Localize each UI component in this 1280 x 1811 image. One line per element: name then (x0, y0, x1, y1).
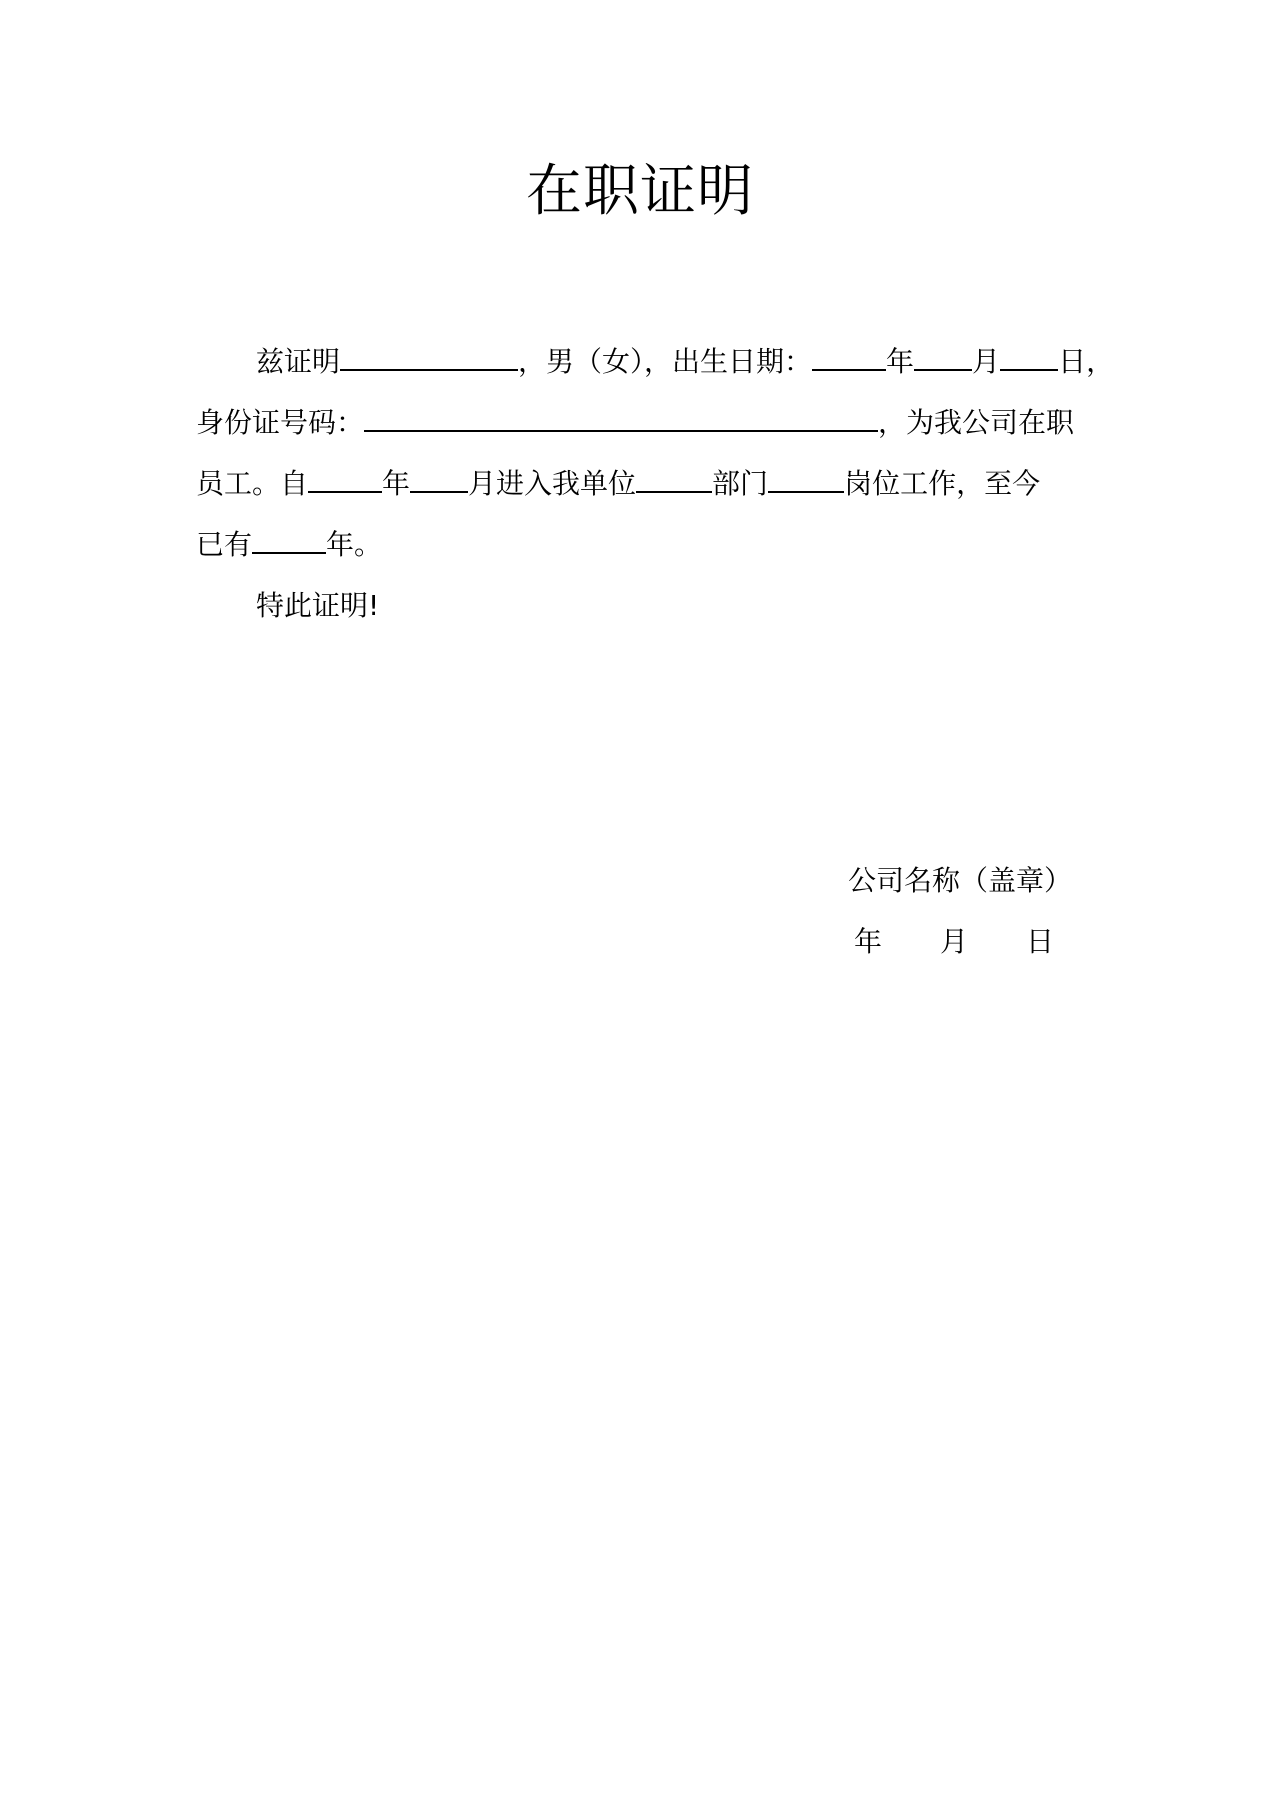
employee-text: 员工。自 (196, 467, 309, 500)
body-line-3 (196, 453, 1092, 514)
years-blank[interactable] (252, 528, 326, 554)
id-label: 身份证号码： (196, 406, 365, 439)
position-blank[interactable] (768, 467, 844, 493)
body-line-2 (196, 392, 1092, 453)
lead-text: 兹证明 (256, 345, 341, 378)
join-year-unit: 年 (382, 467, 411, 500)
birth-day-blank[interactable] (1000, 345, 1058, 371)
join-month-text: 月进入我单位 (468, 467, 637, 500)
join-month-blank[interactable] (410, 467, 468, 493)
position-text: 岗位工作，至今 (844, 467, 1041, 500)
years-end-text: 年。 (326, 528, 383, 561)
join-year-blank[interactable] (308, 467, 382, 493)
name-blank[interactable] (340, 345, 518, 371)
company-seal-label: 公司名称（盖章） (848, 864, 1073, 897)
after-id-text: ，为我公司在职 (878, 406, 1075, 439)
gender-birth-text: ，男（女），出生日期： (518, 345, 813, 378)
document-title: 在职证明 (526, 159, 754, 224)
date-month-unit: 月 (940, 925, 969, 958)
department-unit: 部门 (712, 467, 769, 500)
id-number-blank[interactable] (364, 406, 878, 432)
has-text: 已有 (196, 528, 253, 561)
department-blank[interactable] (636, 467, 712, 493)
certificate-body (196, 331, 1115, 636)
date-year-unit: 年 (854, 925, 883, 958)
birth-year-unit: 年 (886, 345, 915, 378)
birth-day-unit: 日， (1058, 345, 1115, 378)
signature-date (848, 911, 1072, 972)
date-day-unit: 日 (1026, 925, 1055, 958)
birth-month-blank[interactable] (914, 345, 972, 371)
birth-year-blank[interactable] (812, 345, 886, 371)
closing-line: 特此证明! (256, 589, 380, 622)
body-line-1 (196, 331, 1115, 392)
signature-block (848, 850, 1072, 972)
birth-month-unit: 月 (972, 345, 1001, 378)
body-line-4 (196, 514, 1092, 575)
